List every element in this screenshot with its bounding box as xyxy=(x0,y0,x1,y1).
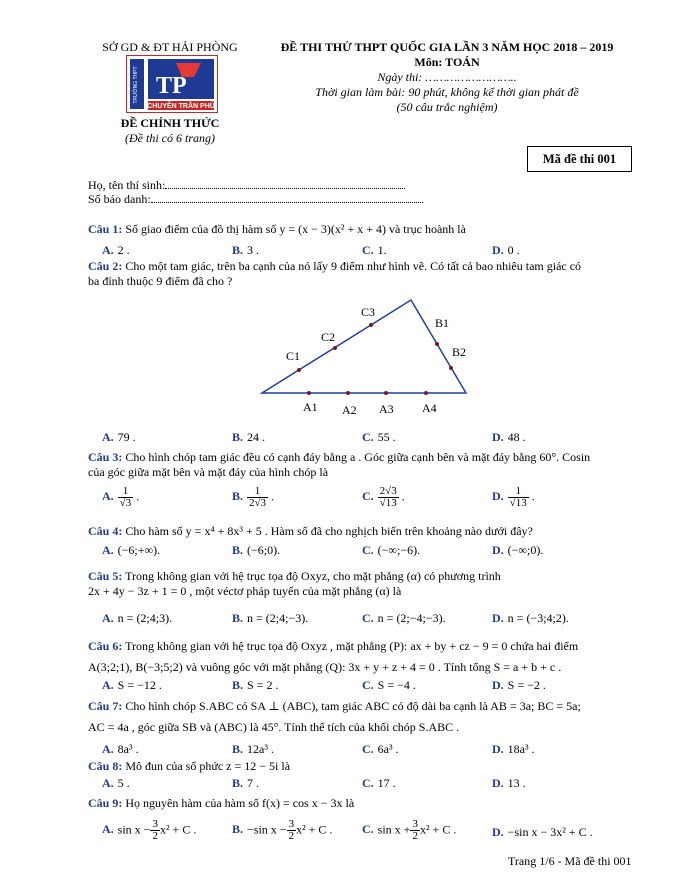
q9-option-b-pre: −sin x − xyxy=(247,822,287,837)
question-1-options: A. 2 . B. 3 . C. 1. D. 0 . xyxy=(102,243,520,257)
q9-option-b-frac: $\frac{3}{2}$ xyxy=(288,818,295,842)
question-3 xyxy=(88,450,633,480)
exam-code-box xyxy=(527,146,632,172)
question-6-options: A. S = −12 . B. S = 2 . C. S = −4 . D. S = −2 . xyxy=(102,678,546,692)
q7-option-b: 12a³ . xyxy=(247,742,274,756)
point-b1 xyxy=(435,342,439,346)
q5-option-a: n = (2;4;3). xyxy=(117,611,173,625)
question-6-label: Câu 6: xyxy=(88,639,123,653)
question-2-options: A. 79 . B. 24 . C. 55 . D. 48 . xyxy=(102,430,526,444)
question-6-text-1: Trong không gian với hệ trục tọa độ Oxyz , mặt phẳng (P): ax + by + cz − 9 = 0 chứa hai điểm xyxy=(125,639,579,653)
question-8-text: Mô đun của số phức z = 12 − 5i là xyxy=(125,759,291,773)
q9-option-a-pre: sin x − xyxy=(117,822,151,837)
label-c1: C1 xyxy=(286,349,301,363)
question-5-label: Câu 5: xyxy=(88,569,123,583)
q4-option-b: (−6;0). xyxy=(247,543,281,557)
question-2-text-2: ba đỉnh thuộc 9 điểm đã cho ? xyxy=(88,274,233,288)
label-a2: A2 xyxy=(342,403,357,417)
q5-option-c: n = (2;−4;−3). xyxy=(377,611,446,625)
exam-duration: Thời gian làm bài: 90 phút, không kể thời gian phát đề xyxy=(315,85,579,99)
question-5-text-1: Trong không gian với hệ trục tọa độ Oxyz, cho mặt phẳng (α) có phương trình xyxy=(125,569,501,583)
question-2-text-1: Cho một tam giác, trên ba cạnh của nó lấy 9 điểm như hình vẽ. Có tất cả bao nhiêu tam giác có xyxy=(125,259,582,273)
question-3-text-2: của góc giữa mặt bên và mặt đáy của hình chóp là xyxy=(88,465,329,479)
q3-option-a: $\frac{1}{√3}$ xyxy=(119,485,132,509)
question-4 xyxy=(88,524,633,539)
label-b2: B2 xyxy=(452,345,467,359)
q9-option-d: −sin x − 3x² + C . xyxy=(507,825,593,839)
q1-option-b: 3 . xyxy=(247,243,260,257)
exam-title: ĐỀ THI THỬ THPT QUỐC GIA LẦN 3 NĂM HỌC 2018 – 2019 xyxy=(280,40,614,54)
q8-option-d: 13 . xyxy=(507,776,526,790)
question-7-label: Câu 7: xyxy=(88,699,123,713)
question-5 xyxy=(88,569,633,599)
q9-option-a-post: x² + C . xyxy=(159,822,197,837)
q2-option-b: 24 . xyxy=(247,430,266,444)
q6-option-a: S = −12 . xyxy=(117,678,162,692)
label-a4: A4 xyxy=(422,401,437,415)
q6-option-d: S = −2 . xyxy=(507,678,546,692)
label-a1: A1 xyxy=(303,400,318,414)
point-c2 xyxy=(333,346,337,350)
official-label: ĐỀ CHÍNH THỨC xyxy=(120,116,220,130)
label-b1: B1 xyxy=(435,316,450,330)
question-1 xyxy=(88,222,633,237)
q8-option-a: 5 . xyxy=(117,776,130,790)
question-9-text: Họ nguyên hàm của hàm số f(x) = cos x − 3x là xyxy=(125,796,355,810)
q2-option-c: 55 . xyxy=(377,430,396,444)
question-8-label: Câu 8: xyxy=(88,759,123,773)
candidate-name-dots xyxy=(165,188,405,189)
q9-option-c-frac: $\frac{3}{2}$ xyxy=(412,818,418,842)
q1-option-c: 1. xyxy=(377,243,387,257)
question-9 xyxy=(88,796,633,811)
q6-option-c: S = −4 . xyxy=(377,678,416,692)
question-3-options: A. $\frac{1}{√3}$ . B. $\frac{1}{2√3}$ . C. $\frac{2√3}{√13}$ . D. $\frac{1}{√13}$ . xyxy=(102,485,535,509)
question-count: (50 câu trắc nghiệm) xyxy=(396,100,498,114)
q4-option-d: (−∞;0). xyxy=(507,543,544,557)
q8-option-c: 17 . xyxy=(377,776,396,790)
question-7-text-1: Cho hình chóp S.ABC có SA ⊥ (ABC), tam giác ABC có độ dài ba cạnh là AB = 3a; BC = 5a; xyxy=(125,699,581,713)
label-c2: C2 xyxy=(321,330,336,344)
question-1-text: Số giao điểm của đồ thị hàm số y = (x − 3)(x² + x + 4) và trục hoành là xyxy=(125,222,466,236)
question-9-options: A. sin x − $\frac{3}{2}$ x² + C . B. −sin x − $\frac{3}{2}$ x² + C . C. sin x + $\frac{3}{2}$ x² + C . D. −sin x − 3x² + C . xyxy=(102,818,593,842)
question-2-label: Câu 2: xyxy=(88,259,123,273)
question-7 xyxy=(88,696,633,738)
question-8-options: A. 5 . B. 7 . C. 17 . D. 13 . xyxy=(102,776,526,790)
q5-option-d: n = (−3;4;2). xyxy=(507,611,569,625)
point-c1 xyxy=(297,368,301,372)
question-6-text-2: A(3;2;1), B(−3;5;2) và vuông góc với mặt phẳng (Q): 3x + y + z + 4 = 0 . Tính tổng S = a + b + c . xyxy=(88,660,562,674)
candidate-id-label: Số báo danh: xyxy=(88,192,151,206)
pages-note: (Đề thi có 6 trang) xyxy=(125,131,215,145)
candidate-id-dots xyxy=(151,202,423,203)
point-a4 xyxy=(424,391,428,395)
q3-option-d: $\frac{1}{√13}$ xyxy=(509,485,527,509)
q3-option-c: $\frac{2√3}{√13}$ xyxy=(379,485,397,509)
label-c3: C3 xyxy=(361,305,376,319)
question-5-options: A. n = (2;4;3). B. n = (2;4;−3). C. n = (2;−4;−3). D. n = (−3;4;2). xyxy=(102,611,569,625)
question-7-text-2: AC = 4a , góc giữa SB và (ABC) là 45°. Tính thể tích của khối chóp S.ABC . xyxy=(88,720,460,734)
candidate-name-line xyxy=(88,178,405,193)
question-3-label: Câu 3: xyxy=(88,450,123,464)
question-7-options: A. 8a³ . B. 12a³ . C. 6a³ . D. 18a³ . xyxy=(102,742,535,756)
exam-date: Ngày thi: …………………….. xyxy=(377,70,517,84)
question-3-text-1: Cho hình chóp tam giác đều có cạnh đáy bằng a . Góc giữa cạnh bên và mặt đáy bằng 60°. Cosin xyxy=(125,450,591,464)
logo-school-name: CHUYÊN TRẦN PHÚ xyxy=(147,103,215,110)
question-5-text-2: 2x + 4y − 3z + 1 = 0 , một véctơ pháp tuyến của mặt phẳng (α) là xyxy=(88,584,402,598)
point-c3 xyxy=(369,323,373,327)
logo-letters: TP xyxy=(156,73,187,99)
q7-option-a: 8a³ . xyxy=(117,742,139,756)
page-footer: Trang 1/6 - Mã đề thi 001 xyxy=(508,854,632,868)
candidate-name-label: Họ, tên thí sinh: xyxy=(88,178,166,192)
question-6 xyxy=(88,636,633,678)
q7-option-c: 6a³ . xyxy=(377,742,399,756)
question-8 xyxy=(88,759,633,774)
q8-option-b: 7 . xyxy=(247,776,260,790)
point-a2 xyxy=(346,391,350,395)
question-4-text: Cho hàm số y = x⁴ + 8x³ + 5 . Hàm số đã cho nghịch biến trên khoảng nào dưới đây? xyxy=(125,524,533,538)
q9-option-c-post: x² + C . xyxy=(419,822,457,837)
label-a3: A3 xyxy=(379,402,394,416)
point-a1 xyxy=(307,391,311,395)
exam-code: Mã đề thi 001 xyxy=(542,151,617,166)
logo-side-text: TRƯỜNG THPT xyxy=(133,66,139,104)
triangle-figure xyxy=(250,296,480,422)
q1-option-a: 2 . xyxy=(117,243,130,257)
q6-option-b: S = 2 . xyxy=(247,678,279,692)
q4-option-a: (−6;+∞). xyxy=(117,543,161,557)
q1-option-d: 0 . xyxy=(507,243,520,257)
question-9-label: Câu 9: xyxy=(88,796,123,810)
question-1-label: Câu 1: xyxy=(88,222,123,236)
subject-title: Môn: TOÁN xyxy=(414,55,480,69)
q9-option-b-post: x² + C . xyxy=(296,822,333,837)
question-4-label: Câu 4: xyxy=(88,524,123,538)
q9-option-a-frac: $\frac{3}{2}$ xyxy=(152,818,158,842)
point-a3 xyxy=(384,391,388,395)
q2-option-d: 48 . xyxy=(507,430,526,444)
candidate-id-line xyxy=(88,192,423,207)
question-4-options: A. (−6;+∞). B. (−6;0). C. (−∞;−6). D. (−∞;0). xyxy=(102,543,544,557)
question-2 xyxy=(88,259,633,289)
q9-option-c-pre: sin x + xyxy=(377,822,411,837)
q3-option-b: $\frac{1}{2√3}$ xyxy=(249,485,267,509)
q7-option-d: 18a³ . xyxy=(507,742,535,756)
q5-option-b: n = (2;4;−3). xyxy=(247,611,309,625)
school-logo xyxy=(126,55,218,113)
q2-option-a: 79 . xyxy=(117,430,136,444)
q4-option-c: (−∞;−6). xyxy=(377,543,421,557)
department-name: SỞ GD & ĐT HẢI PHÒNG xyxy=(102,40,238,54)
point-b2 xyxy=(449,366,453,370)
